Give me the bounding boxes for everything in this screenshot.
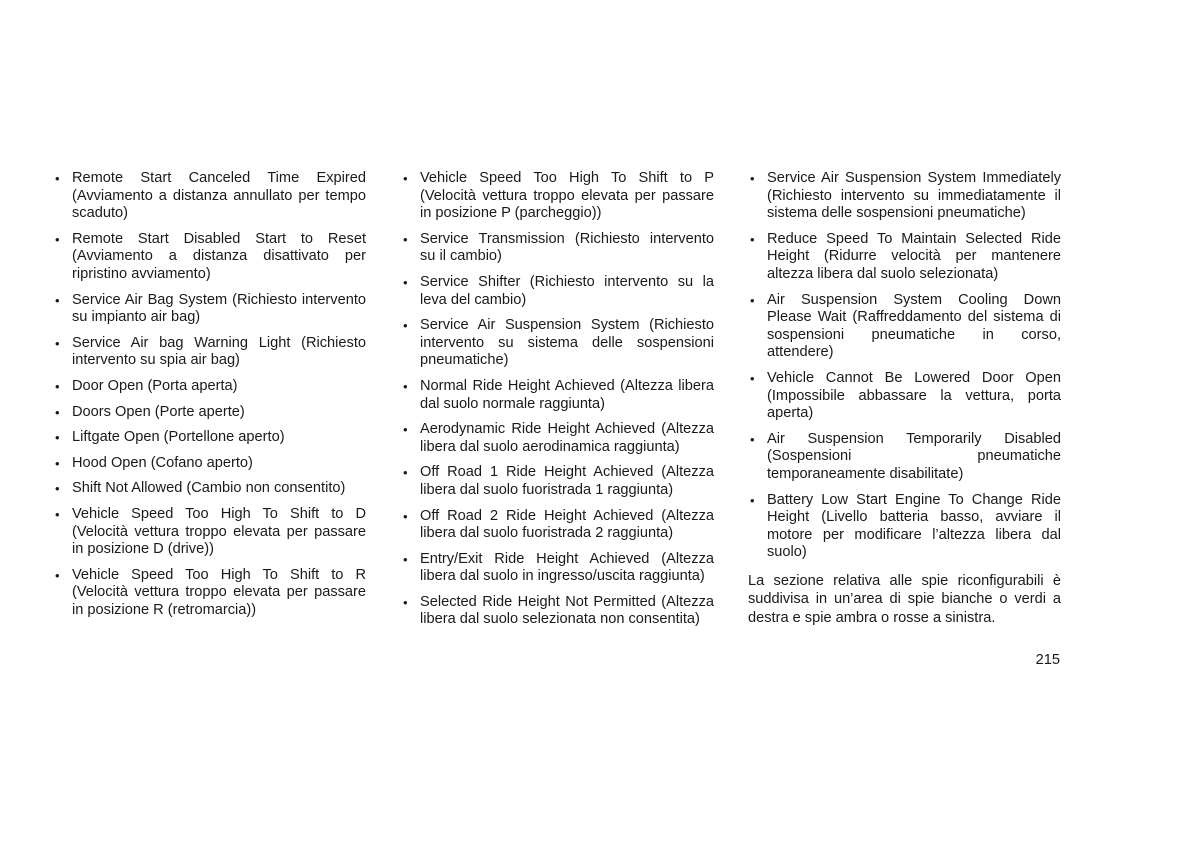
list-item-text: Off Road 1 Ride Height Achieved (Altezza libera dal suolo fuoristrada 1 raggiunta) <box>420 464 714 498</box>
list-item <box>748 431 1061 484</box>
bullet-icon: • <box>403 594 408 610</box>
bullet-icon: • <box>55 481 60 497</box>
bullet-icon: • <box>750 231 755 247</box>
list-item-text: Liftgate Open (Portellone aperto) <box>72 429 285 446</box>
list-item-text: Reduce Speed To Maintain Selected Ride Height (Ridurre velocità per mantenere altezza libera dal suolo selezionata) <box>767 230 1061 282</box>
list-item-text: Vehicle Speed Too High To Shift to R (Velocità vettura troppo elevata per passare in posizione R (retromarcia)) <box>72 566 366 618</box>
list-item-text: Remote Start Disabled Start to Reset (Avviamento a distanza disattivato per ripristino avviamento) <box>72 230 366 282</box>
bullet-icon: • <box>55 335 60 351</box>
list-item <box>748 170 1061 223</box>
list-item-text: Service Shifter (Richiesto intervento su la leva del cambio) <box>420 273 714 308</box>
list-item-text: Vehicle Cannot Be Lowered Door Open (Impossibile abbassare la vettura, porta aperta) <box>767 369 1061 422</box>
list-item-text: Shift Not Allowed (Cambio non consentito) <box>72 480 346 497</box>
list-item-text: Vehicle Speed Too High To Shift to P (Velocità vettura troppo elevata per passare in posizione P (parcheggio)) <box>420 170 714 222</box>
list-item-text: Service Air Suspension System Immediately (Richiesto intervento su immediatamente il sistema delle sospensioni pneumatiche) <box>767 170 1061 222</box>
list-item <box>53 567 366 620</box>
list-item <box>53 404 366 422</box>
list-item-text: Aerodynamic Ride Height Achieved (Altezza libera dal suolo aerodinamica raggiunta) <box>420 421 714 455</box>
bullet-icon: • <box>403 422 408 438</box>
left-column <box>53 170 366 627</box>
list-item <box>53 429 366 447</box>
message-list <box>748 170 1061 562</box>
list-item <box>53 292 366 327</box>
bullet-icon: • <box>403 171 408 186</box>
list-item-text: Air Suspension System Cooling Down Please Wait (Raffreddamento del sistema di sospensioni pneumatiche in corso, attendere) <box>767 291 1061 361</box>
list-item-text: Normal Ride Height Achieved (Altezza libera dal suolo normale raggiunta) <box>420 377 714 412</box>
list-item-text: Service Air Suspension System (Richiesto intervento su sistema delle sospensioni pneumatiche) <box>420 317 714 369</box>
list-item-text: Air Suspension Temporarily Disabled (Sospensioni pneumatiche temporaneamente disabilitate) <box>767 430 1061 482</box>
bullet-icon: • <box>750 171 755 186</box>
middle-column <box>401 170 714 637</box>
list-item <box>748 292 1061 362</box>
body-paragraph: La sezione relativa alle spie riconfigurabili è suddivisa in un’area di spie bianche o verdi a destra e spie ambra o rosse a sinistra. <box>748 572 1061 626</box>
list-item-text: Door Open (Porta aperta) <box>72 377 238 394</box>
list-item <box>53 231 366 284</box>
page-number: 215 <box>1035 652 1060 668</box>
list-item-text: Entry/Exit Ride Height Achieved (Altezza libera dal suolo in ingresso/uscita raggiunta) <box>420 550 714 585</box>
right-column <box>748 170 1061 642</box>
list-item <box>401 378 714 413</box>
list-item <box>401 170 714 223</box>
list-item <box>53 378 366 396</box>
list-item <box>401 274 714 309</box>
list-item <box>53 506 366 559</box>
message-list <box>401 170 714 629</box>
list-item <box>53 455 366 473</box>
bullet-icon: • <box>750 492 755 508</box>
bullet-icon: • <box>403 551 408 567</box>
list-item <box>401 594 714 629</box>
list-item <box>401 421 714 456</box>
message-list <box>53 170 366 619</box>
list-item <box>748 370 1061 423</box>
bullet-icon: • <box>750 370 755 386</box>
bullet-icon: • <box>55 404 60 420</box>
list-item-text: Selected Ride Height Not Permitted (Altezza libera dal suolo selezionata non consentita) <box>420 593 714 628</box>
list-item-text: Service Air bag Warning Light (Richiesto intervento su spia air bag) <box>72 334 366 369</box>
bullet-icon: • <box>750 292 755 308</box>
bullet-icon: • <box>403 231 408 247</box>
list-item <box>53 480 366 498</box>
list-item-text: Service Air Bag System (Richiesto intervento su impianto air bag) <box>72 291 366 326</box>
bullet-icon: • <box>403 508 408 524</box>
list-item-text: Doors Open (Porte aperte) <box>72 403 245 420</box>
list-item-text: Battery Low Start Engine To Change Ride Height (Livello batteria basso, avviare il motore per modificare l’altezza libera dal suolo) <box>767 491 1061 561</box>
bullet-icon: • <box>55 378 60 394</box>
bullet-icon: • <box>55 567 60 583</box>
bullet-icon: • <box>55 455 60 471</box>
list-item <box>748 231 1061 284</box>
list-item <box>401 464 714 499</box>
bullet-icon: • <box>403 465 408 481</box>
bullet-icon: • <box>55 171 60 186</box>
list-item <box>53 170 366 223</box>
bullet-icon: • <box>55 430 60 446</box>
list-item <box>401 231 714 266</box>
list-item-text: Vehicle Speed Too High To Shift to D (Velocità vettura troppo elevata per passare in posizione D (drive)) <box>72 505 366 558</box>
list-item <box>401 317 714 370</box>
bullet-icon: • <box>750 431 755 447</box>
list-item <box>401 508 714 543</box>
bullet-icon: • <box>55 231 60 247</box>
bullet-icon: • <box>55 506 60 522</box>
bullet-icon: • <box>55 292 60 308</box>
list-item-text: Service Transmission (Richiesto intervento su il cambio) <box>420 230 714 265</box>
list-item-text: Off Road 2 Ride Height Achieved (Altezza libera dal suolo fuoristrada 2 raggiunta) <box>420 507 714 542</box>
list-item <box>53 335 366 370</box>
list-item <box>401 551 714 586</box>
list-item <box>748 492 1061 562</box>
bullet-icon: • <box>403 378 408 394</box>
bullet-icon: • <box>403 274 408 290</box>
list-item-text: Hood Open (Cofano aperto) <box>72 454 253 471</box>
bullet-icon: • <box>403 318 408 334</box>
list-item-text: Remote Start Canceled Time Expired (Avviamento a distanza annullato per tempo scaduto) <box>72 170 366 222</box>
